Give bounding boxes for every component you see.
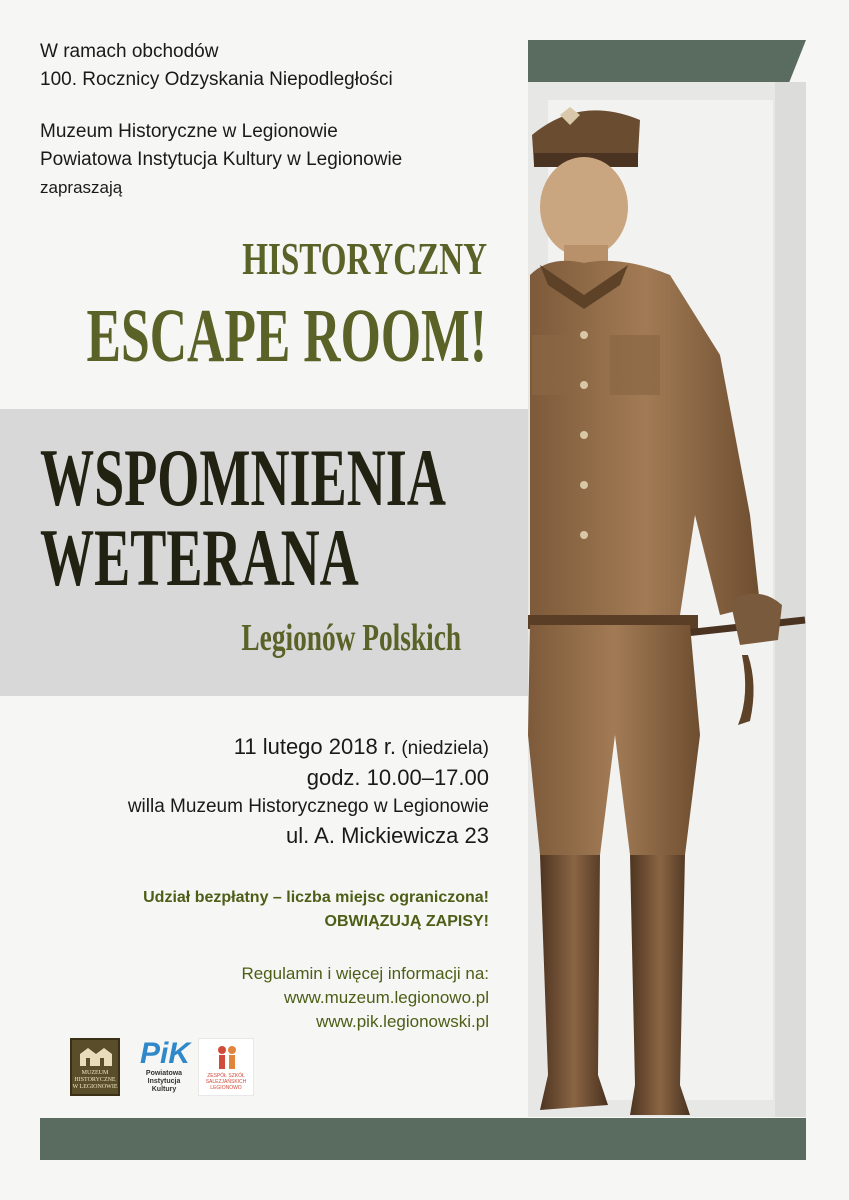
event-date-line <box>128 732 489 763</box>
organizer-pik: Powiatowa Instytucja Kultury w Legionowie <box>40 149 403 170</box>
registration-notice <box>143 886 489 934</box>
pik-logo <box>136 1038 192 1096</box>
museum-url-link[interactable]: www.muzeum.legionowo.pl <box>283 988 489 1007</box>
frame-top-bar <box>528 40 806 82</box>
school-logo <box>198 1038 254 1096</box>
title-escape-room: ESCAPE ROOM! <box>86 294 487 378</box>
event-details <box>128 732 489 850</box>
pik-logo-mark: PiK <box>140 1037 191 1070</box>
school-figures-icon <box>215 1045 239 1071</box>
invite-word: zapraszają <box>40 178 123 197</box>
intro-line-2: 100. Rocznicy Odzyskania Niepodległości <box>40 69 393 90</box>
info-label: Regulamin i więcej informacji na: <box>241 964 489 983</box>
intro-text <box>40 38 393 94</box>
intro-line-1: W ramach obchodów <box>40 41 219 62</box>
notice-free: Udział bezpłatny – liczba miejsc ograniczona! <box>143 889 489 906</box>
more-info <box>241 962 489 1034</box>
event-hours: godz. 10.00–17.00 <box>306 765 489 790</box>
event-date: 11 lutego 2018 r. <box>233 734 397 759</box>
title-wspomnienia: WSPOMNIENIA <box>40 432 446 523</box>
event-day: (niedziela) <box>401 738 489 759</box>
organizer-museum: Muzeum Historyczne w Legionowie <box>40 121 338 142</box>
museum-building-icon <box>78 1044 114 1068</box>
title-historyczny: HISTORYCZNY <box>242 233 487 284</box>
title-legionow: Legionów Polskich <box>241 617 461 659</box>
museum-logo-text: MUZEUM HISTORYCZNE W LEGIONOWIE <box>72 1070 118 1090</box>
museum-logo <box>70 1038 120 1096</box>
notice-registration: OBWIĄZUJĄ ZAPISY! <box>324 913 489 930</box>
pik-logo-text: Powiatowa Instytucja Kultury <box>145 1070 183 1093</box>
pik-url-link[interactable]: www.pik.legionowski.pl <box>316 1012 489 1031</box>
soldier-photo <box>520 95 820 1135</box>
event-venue: willa Muzeum Historycznego w Legionowie <box>127 796 489 817</box>
title-weterana: WETERANA <box>40 512 359 603</box>
organizers <box>40 118 402 202</box>
event-address: ul. A. Mickiewicza 23 <box>286 823 489 848</box>
school-logo-text: ZESPÓŁ SZKÓŁ SALEZJAŃSKICH LEGIONOWO <box>205 1073 247 1091</box>
